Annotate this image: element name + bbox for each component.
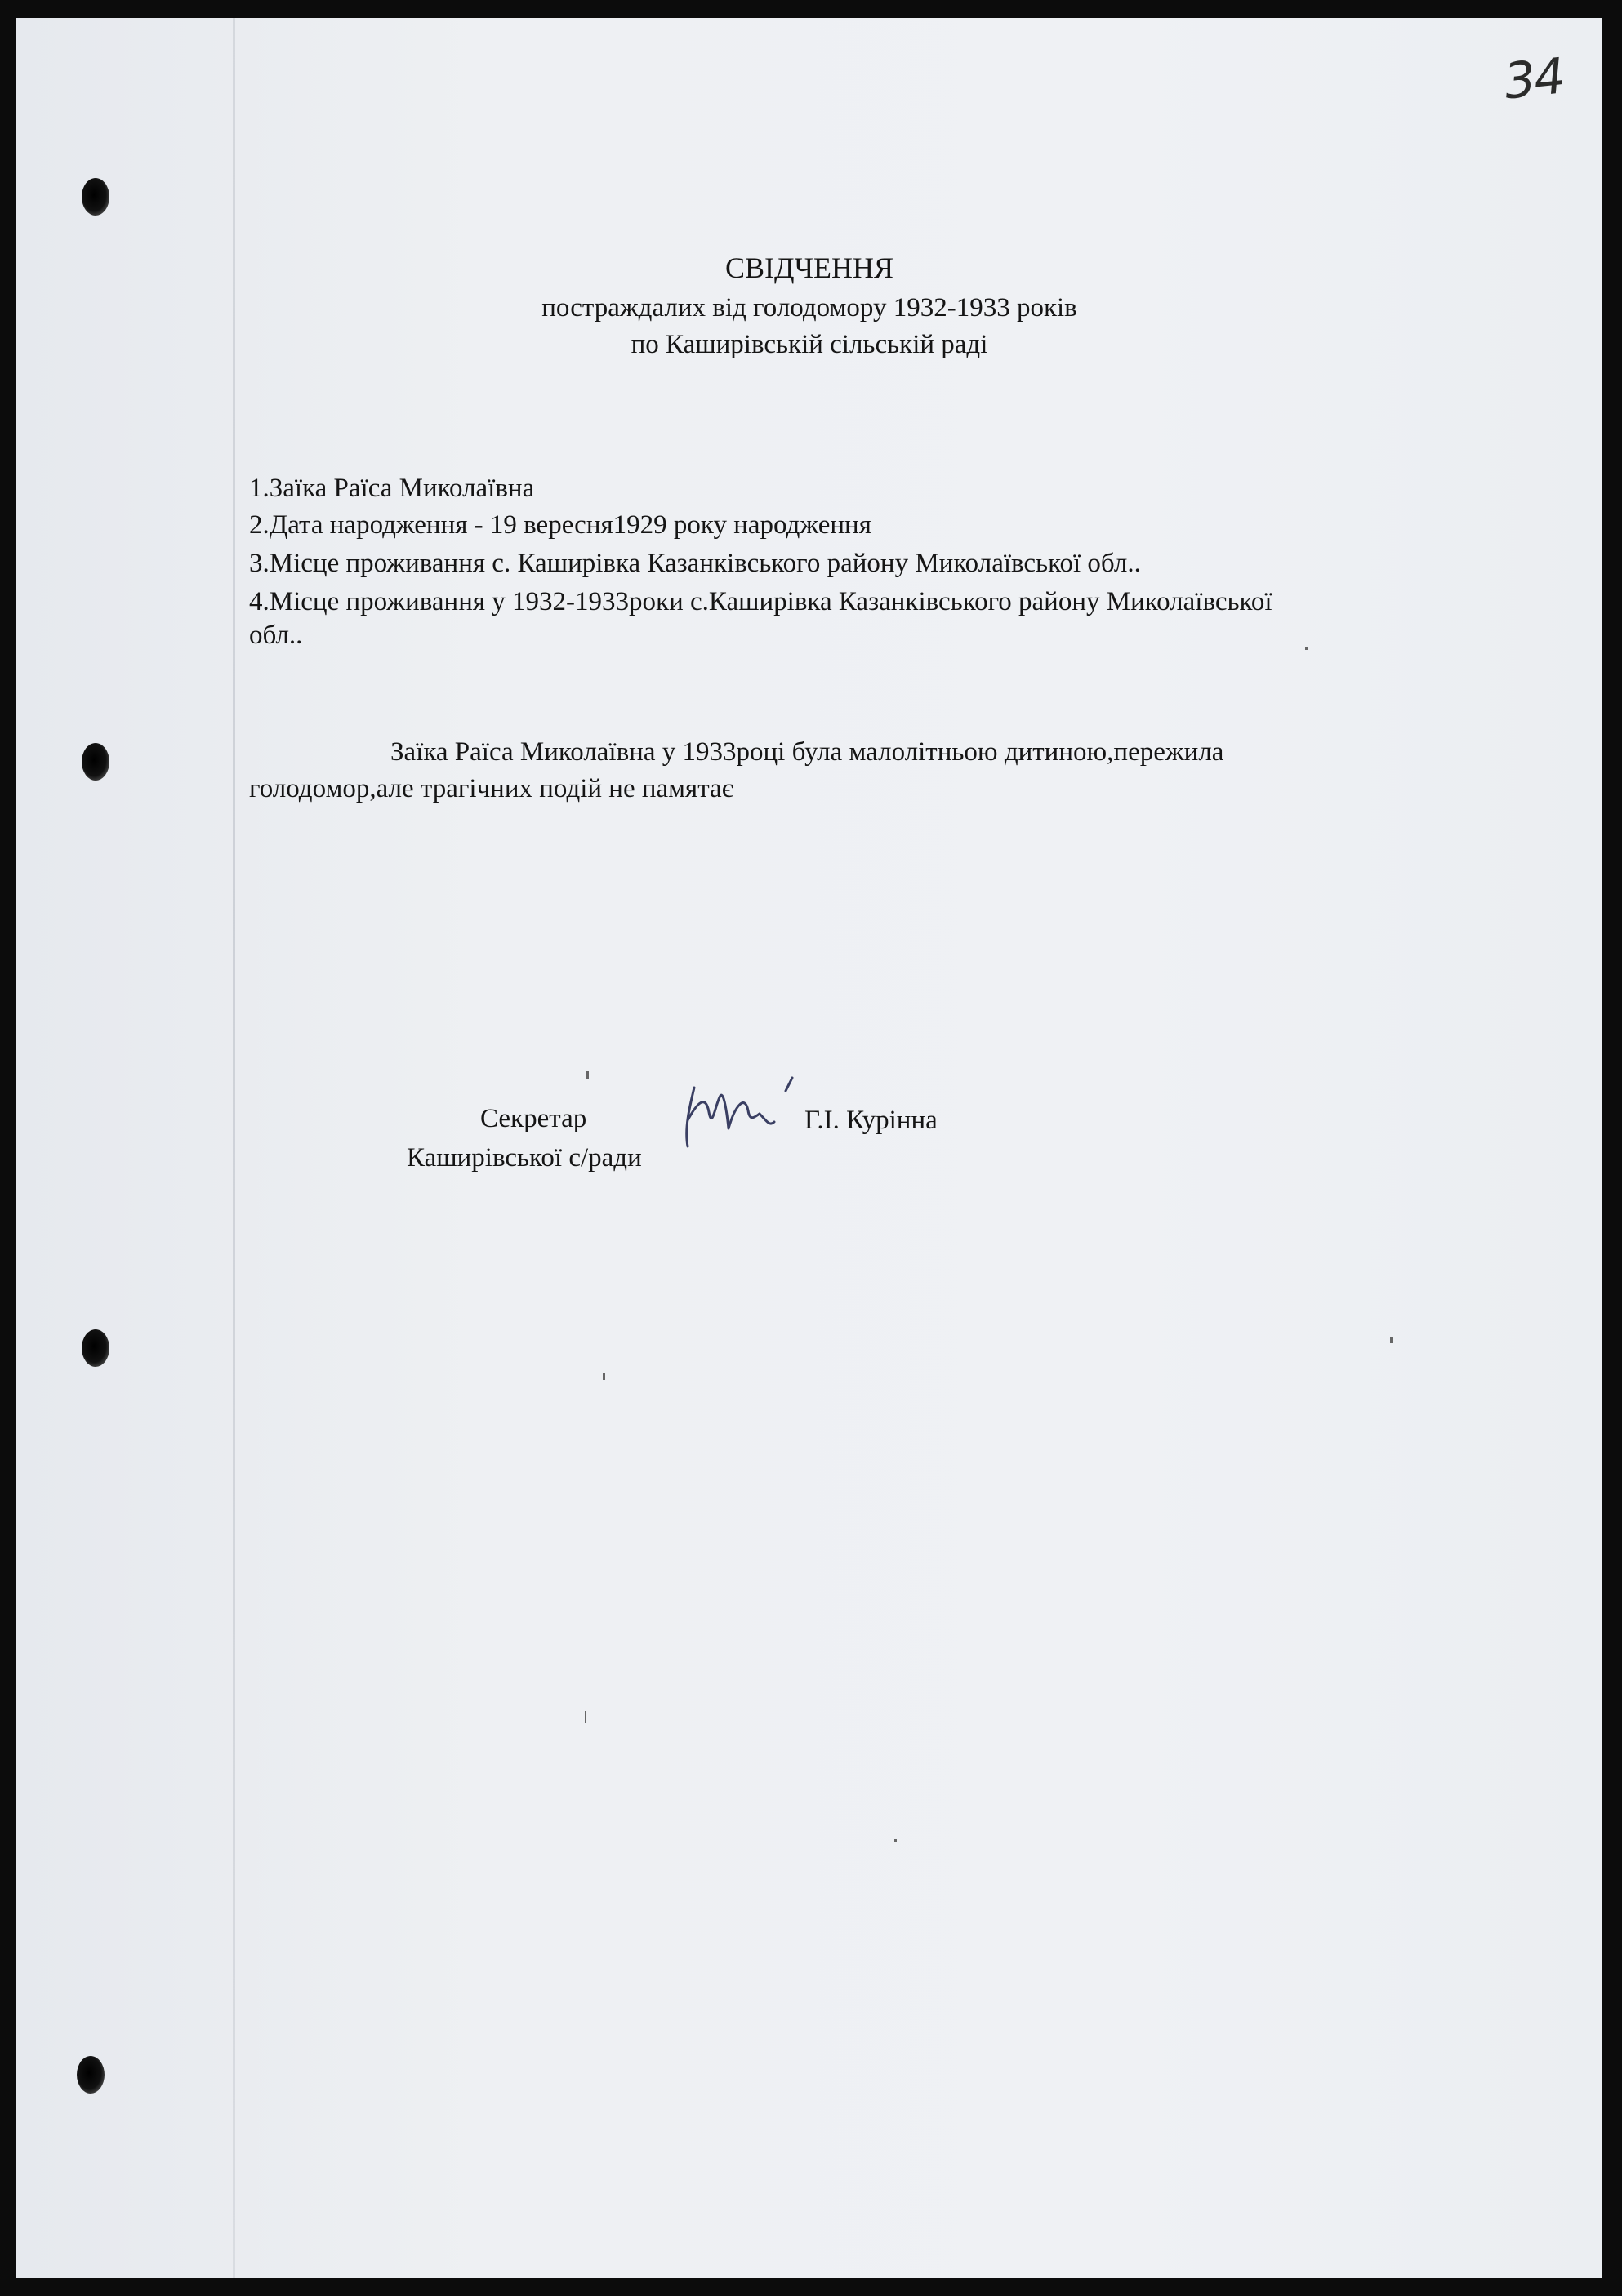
scan-speck [603,1373,605,1380]
punch-hole [82,1329,109,1367]
scan-speck [586,1071,589,1079]
testimony-text-line1: Заїка Раїса Миколаївна у 1933році була малолітньою дитиною,пережила [390,737,1224,767]
scan-speck [1390,1337,1393,1343]
document-subtitle: постраждалих від голодомору 1932-1933 років [541,293,1077,323]
signatory-organization: Каширівської с/ради [407,1143,642,1172]
testimony-text-line2: голодомор,але трагічних подій не памятає [249,774,733,803]
field-residence-1932: 4.Місце проживання у 1932-1933роки с.Каширівка Казанківського району Миколаївської [249,587,1272,616]
document-subtitle-2: по Каширівській сільській раді [631,330,988,359]
document-page [16,18,1602,2278]
scan-speck [894,1839,897,1842]
punch-hole [77,2056,105,2094]
document-title: СВІДЧЕННЯ [725,251,893,284]
punch-hole [82,178,109,216]
field-name: 1.Заїка Раїса Миколаївна [249,474,535,503]
punch-hole [82,743,109,781]
handwritten-signature [670,1071,809,1161]
scan-speck [585,1711,586,1723]
field-residence-1932-continued: обл.. [249,621,303,650]
signatory-name: Г.І. Курінна [804,1106,938,1135]
handwritten-page-number: 34 [1501,47,1566,111]
signatory-role: Секретар [480,1104,587,1133]
field-birth-date: 2.Дата народження - 19 вересня1929 року народження [249,510,871,540]
scan-speck [1305,647,1308,650]
field-residence: 3.Місце проживання с. Каширівка Казанківського району Миколаївської обл.. [249,549,1141,578]
